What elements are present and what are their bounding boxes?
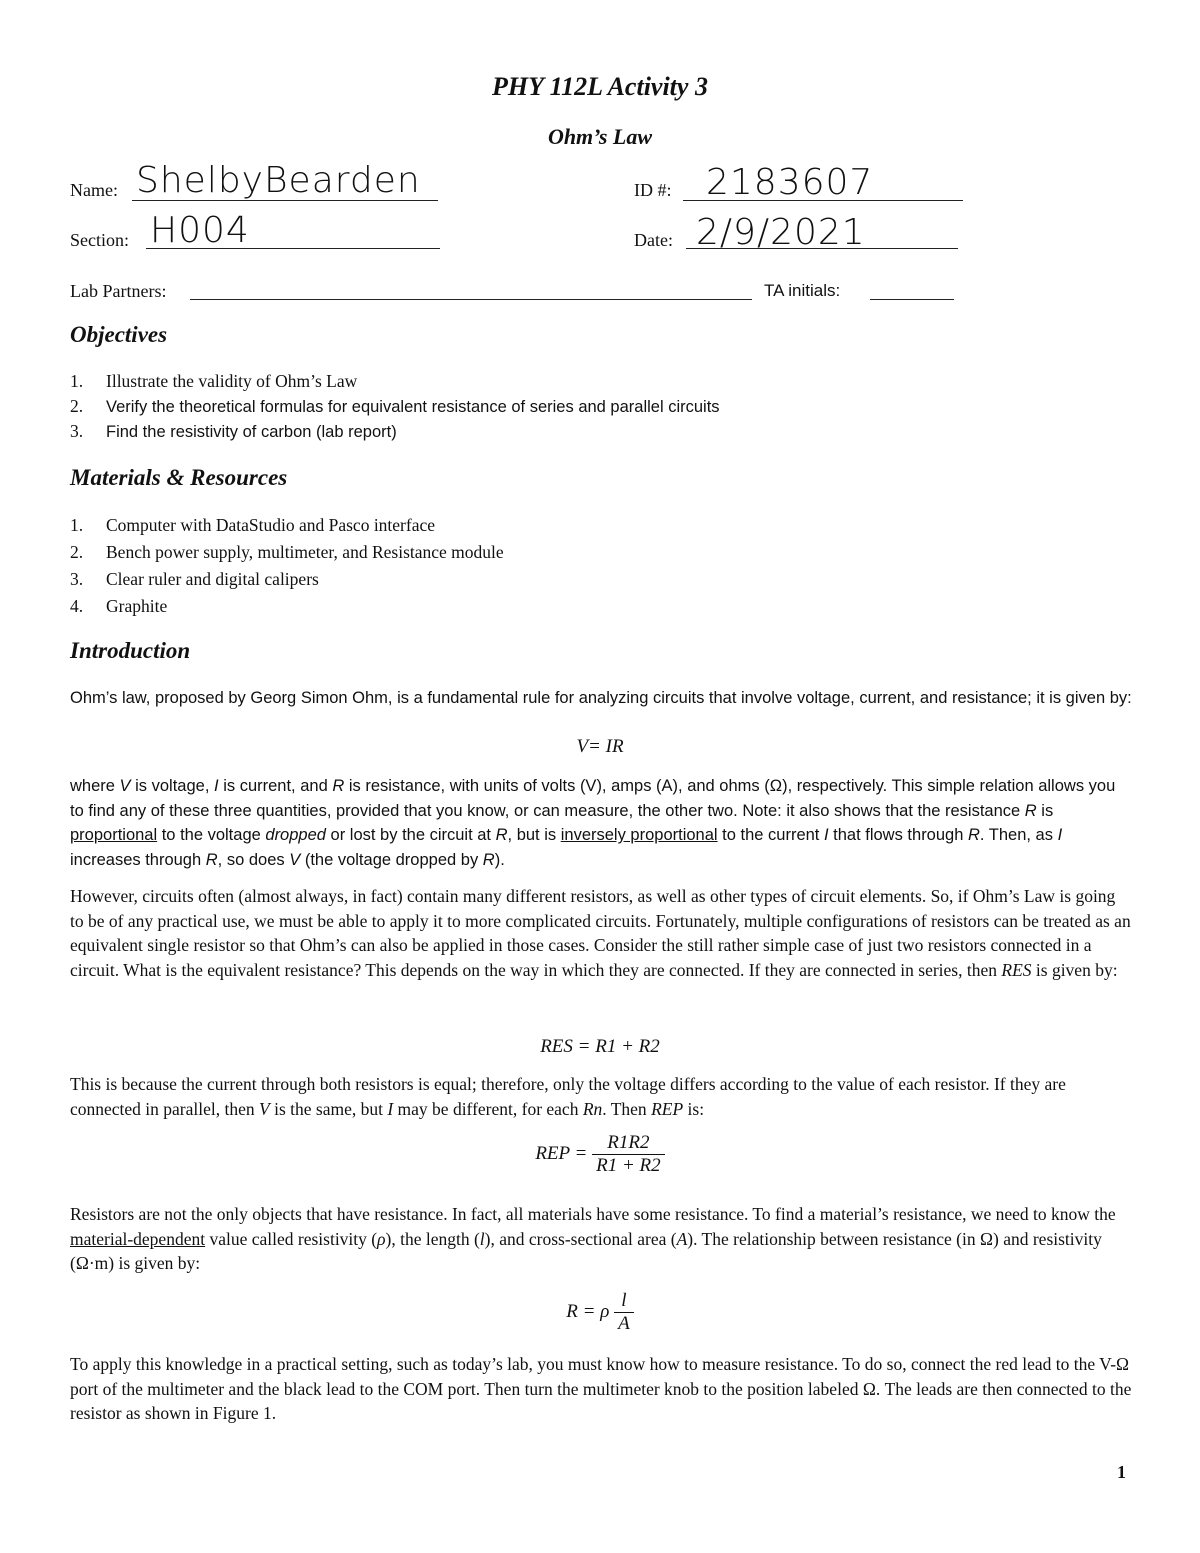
ta-initials-line — [870, 299, 954, 300]
introduction-heading: Introduction — [70, 638, 191, 663]
lab-partners-label: Lab Partners: — [70, 281, 167, 301]
list-item: 2. Bench power supply, multimeter, and Resistance module — [70, 542, 504, 562]
fraction: $\frac{R1R2}{R1 + R2}$ — [592, 1132, 665, 1177]
list-item: 1. Illustrate the validity of Ohm’s Law — [70, 371, 358, 391]
intro-paragraph-5: Resistors are not the only objects that have resistance. In fact, all materials have some resistance. To find a material’s resistance, we need to know the material-dependent value called resistivity (ρ), the length (l), and cross-sectional area (A). The relationship between resistance (in Ω) and resistivity (Ω·m) is given by: — [70, 1204, 1116, 1274]
fraction: $\frac{l}{A}$ — [614, 1290, 634, 1335]
page-number: 1 — [1117, 1462, 1126, 1482]
materials-heading: Materials & Resources — [70, 465, 288, 490]
objectives-heading: Objectives — [70, 322, 168, 347]
equation-ohms-law: V= IR — [576, 736, 624, 757]
page-subtitle: Ohm’s Law — [547, 124, 653, 149]
section-handwriting: H004 — [150, 210, 250, 251]
intro-paragraph-2: where V is voltage, I is current, and R is resistance, with units of volts (V), amps (A), and ohms (Ω), respectively. This simple relation allows you to find any of these three quantities, provided that you know, or can measure, the other two. Note: it also shows that the resistance R is proportional to the voltage dropped or lost by the circuit at R, but is inversely proportional to the current I that flows through R. Then, as I increases through R, so does V (the voltage dropped by R). — [70, 777, 1116, 869]
id-handwriting: 2183607 — [706, 162, 874, 203]
equation-resistivity: R = ρ $\frac{l}{A}$ — [0, 1290, 1200, 1335]
materials-list — [70, 512, 504, 620]
date-label: Date: — [634, 230, 673, 250]
id-label: ID #: — [634, 180, 672, 200]
objectives-list — [70, 369, 720, 444]
list-item: 4. Graphite — [70, 596, 168, 616]
intro-paragraph-4: This is because the current through both resistors is equal; therefore, only the voltage differs according to the value of each resistor. If they are connected in parallel, then V is the same, but I may be different, for each Rn. Then REP is: — [70, 1074, 1066, 1119]
list-item: 3. Clear ruler and digital calipers — [70, 569, 319, 589]
lab-partners-line — [190, 299, 752, 300]
intro-paragraph-6: To apply this knowledge in a practical setting, such as today’s lab, you must know how to measure resistance. To do so, connect the red lead to the V-Ω port of the multimeter and the black lead to the COM port. Then turn the multimeter knob to the position labeled Ω. The leads are then connected to the resistor as shown in Figure 1. — [70, 1354, 1132, 1424]
page-title: PHY 112L Activity 3 — [492, 72, 708, 101]
date-handwriting: 2/9/2021 — [696, 212, 866, 253]
list-item: 1. Computer with DataStudio and Pasco interface — [70, 515, 436, 535]
section-label: Section: — [70, 230, 129, 250]
equation-parallel-resistance: REP = $\frac{R1R2}{R1 + R2}$ — [0, 1132, 1200, 1177]
intro-paragraph-3: However, circuits often (almost always, in fact) contain many different resistors, as well as other types of circuit elements. So, if Ohm’s Law is going to be of any practical use, we must be able to apply it to more complicated circuits. Fortunately, multiple configurations of resistors can be treated as an equivalent single resistor so that Ohm’s can also be applied in those cases. Consider the still rather simple case of just two resistors connected in a circuit. What is the equivalent resistance? This depends on the way in which they are connected. If they are connected in series, then RES is given by: — [70, 886, 1131, 980]
intro-paragraph-1: Ohm’s law, proposed by Georg Simon Ohm, is a fundamental rule for analyzing circuits that involve voltage, current, and resistance; it is given by: — [70, 689, 1132, 707]
name-label: Name: — [70, 180, 118, 200]
list-item: 2. Verify the theoretical formulas for equivalent resistance of series and parallel circuits — [70, 396, 720, 416]
equation-series-resistance: RES = R1 + R2 — [540, 1036, 660, 1057]
list-item: 3. Find the resistivity of carbon (lab report) — [70, 421, 397, 441]
ta-initials-label: TA initials: — [764, 281, 841, 300]
name-handwriting: ShelbyBearden — [136, 160, 421, 201]
